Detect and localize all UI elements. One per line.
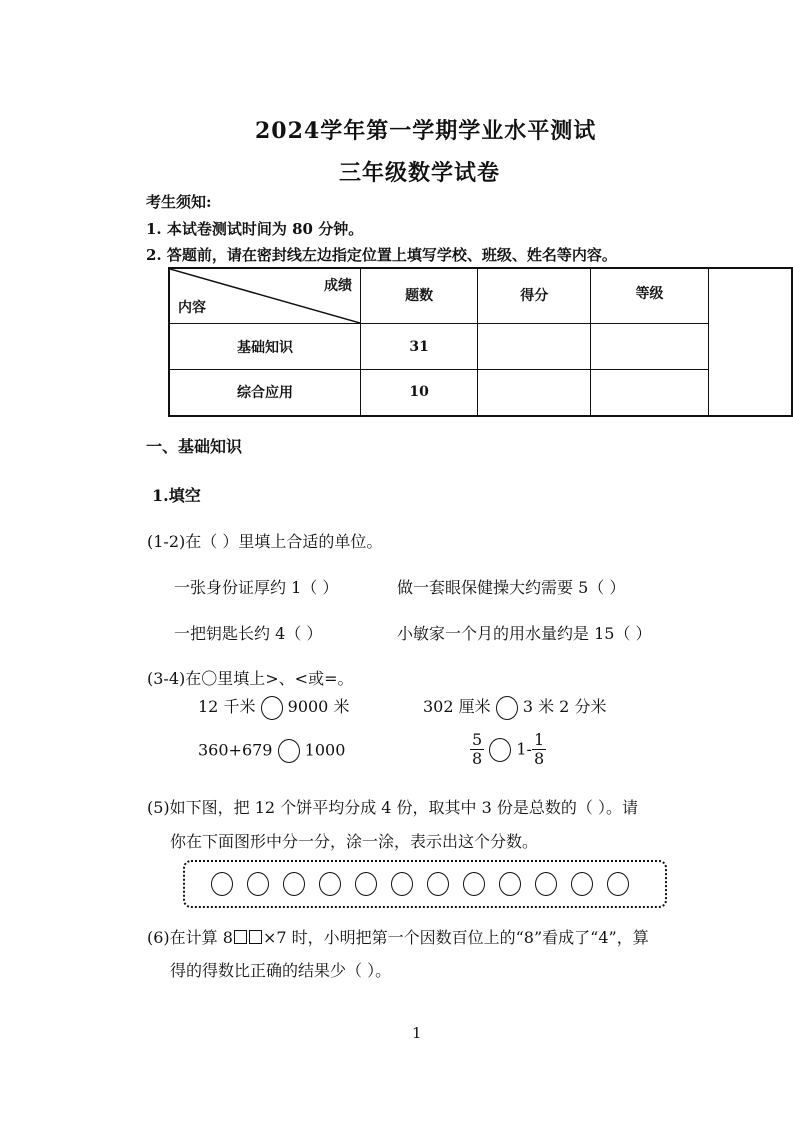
compare-a-left: 12 千米 bbox=[198, 697, 256, 716]
cookie-circle[interactable] bbox=[391, 872, 413, 896]
cookie-circle[interactable] bbox=[535, 872, 557, 896]
cookie-circle[interactable] bbox=[283, 872, 305, 896]
row-count-basic: 31 bbox=[361, 324, 478, 370]
compare-row-c bbox=[198, 739, 345, 763]
question-heading: 1.填空 bbox=[152, 486, 201, 505]
blank-square-icon bbox=[234, 930, 247, 944]
blank-square-icon bbox=[249, 930, 262, 944]
compare-circle-c[interactable] bbox=[278, 739, 300, 763]
q1-2-item-b: 做一套眼保健操大约需要 5（ ） bbox=[397, 578, 626, 597]
cookie-circle[interactable] bbox=[463, 872, 485, 896]
cookie-circle[interactable] bbox=[607, 872, 629, 896]
q6-line-1 bbox=[147, 925, 649, 948]
notice-heading: 考生须知: bbox=[146, 193, 212, 211]
q6-part-2: ×7 时，小明把第一个因数百位上的“8”看成了“4”，算 bbox=[262, 928, 649, 947]
page-number: 1 bbox=[412, 1024, 422, 1042]
compare-circle-d[interactable] bbox=[489, 738, 511, 762]
fraction-numerator: 5 bbox=[472, 730, 483, 749]
compare-b-left: 302 厘米 bbox=[423, 697, 491, 716]
fraction-denominator: 8 bbox=[472, 749, 483, 769]
header-count: 题数 bbox=[361, 268, 478, 324]
fraction-one-eighth bbox=[532, 731, 546, 769]
corner-top-label: 成绩 bbox=[324, 278, 352, 294]
row-label-basic: 基础知识 bbox=[169, 324, 361, 370]
cookie-circle[interactable] bbox=[319, 872, 341, 896]
compare-row-d bbox=[470, 731, 546, 769]
notice-item-1: 1. 本试卷测试时间为 80 分钟。 bbox=[146, 220, 364, 238]
cookie-circle[interactable] bbox=[427, 872, 449, 896]
compare-circle-b[interactable] bbox=[496, 696, 518, 720]
q1-2-item-a: 一张身份证厚约 1（ ） bbox=[174, 578, 339, 597]
fraction-denominator: 8 bbox=[533, 749, 545, 769]
q6-part-1: (6)在计算 8 bbox=[147, 928, 233, 947]
cookie-circle[interactable] bbox=[571, 872, 593, 896]
q6-line-2: 得的得数比正确的结果少（ ）。 bbox=[170, 961, 392, 980]
exam-title: 2024学年第一学期学业水平测试 bbox=[255, 118, 597, 144]
score-table bbox=[168, 267, 793, 417]
cookie-circle[interactable] bbox=[499, 872, 521, 896]
row-score-applied[interactable] bbox=[478, 370, 591, 416]
notice-item-2: 2. 答题前，请在密封线左边指定位置上填写学校、班级、姓名等内容。 bbox=[146, 246, 617, 264]
row-count-applied: 10 bbox=[361, 370, 478, 416]
cookie-row bbox=[211, 872, 629, 896]
row-grade-applied[interactable] bbox=[591, 370, 708, 416]
corner-cell bbox=[169, 268, 361, 324]
q3-4-prompt: (3-4)在〇里填上>、<或=。 bbox=[147, 669, 354, 688]
cookie-circle[interactable] bbox=[247, 872, 269, 896]
section-heading: 一、基础知识 bbox=[146, 437, 243, 456]
compare-b-right: 3 米 2 分米 bbox=[522, 697, 607, 716]
cookie-circle[interactable] bbox=[355, 872, 377, 896]
q5-line-1: (5)如下图，把 12 个饼平均分成 4 份，取其中 3 份是总数的（ ）。请 bbox=[147, 798, 638, 817]
cookie-box bbox=[183, 860, 667, 908]
q1-2-prompt: (1-2)在（ ）里填上合适的单位。 bbox=[147, 532, 383, 551]
exam-subtitle: 三年级数学试卷 bbox=[339, 160, 501, 186]
row-grade-basic[interactable] bbox=[591, 324, 708, 370]
compare-c-left: 360+679 bbox=[198, 740, 273, 760]
compare-row-a bbox=[198, 694, 349, 720]
header-score: 得分 bbox=[478, 268, 591, 324]
fraction-five-eighths bbox=[470, 731, 484, 769]
q1-2-item-d: 小敏家一个月的用水量约是 15（ ） bbox=[397, 624, 652, 643]
compare-circle-a[interactable] bbox=[261, 696, 283, 720]
header-grade: 等级 bbox=[591, 268, 708, 324]
row-label-applied: 综合应用 bbox=[169, 370, 361, 416]
row-score-basic[interactable] bbox=[478, 324, 591, 370]
compare-c-right: 1000 bbox=[304, 740, 346, 760]
compare-a-right: 9000 米 bbox=[287, 697, 350, 716]
blank-cell bbox=[708, 268, 792, 416]
q1-2-item-c: 一把钥匙长约 4（ ） bbox=[174, 624, 323, 643]
corner-bottom-label: 内容 bbox=[178, 300, 206, 316]
q5-line-2: 你在下面图形中分一分，涂一涂，表示出这个分数。 bbox=[170, 832, 539, 851]
compare-row-b bbox=[423, 694, 606, 720]
fraction-numerator: 1 bbox=[533, 730, 545, 749]
cookie-circle[interactable] bbox=[211, 872, 233, 896]
compare-d-prefix: 1- bbox=[516, 739, 532, 759]
